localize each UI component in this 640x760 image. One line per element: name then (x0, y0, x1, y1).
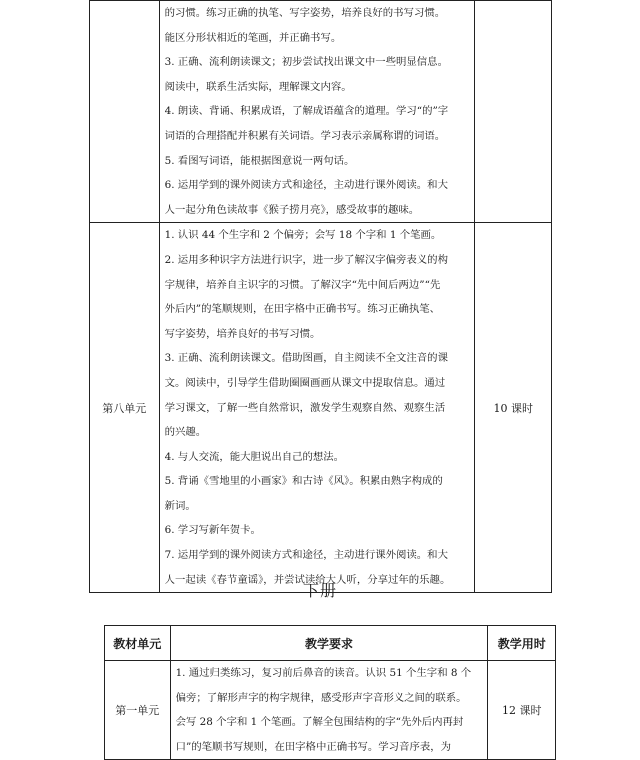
hours-cell (475, 1, 552, 223)
requirement-line: 能区分形状相近的笔画，并正确书写。 (164, 31, 342, 44)
requirement-line: 词语的合理搭配并积累有关词语。学习表示亲属称谓的词语。 (164, 129, 446, 142)
requirement-line: 2. 运用多种识字方法进行识字，进一步了解汉字偏旁表义的构 (164, 253, 448, 266)
requirement-line: 外后内”的笔顺规则，在田字格中正确书写。练习正确执笔、 (164, 303, 441, 316)
requirement-line: 学习课文，了解一些自然常识，激发学生观察自然、观察生活 (164, 401, 446, 414)
requirement-line: 3. 正确、流利朗读课文。借助图画，自主阅读不全文注音的课 (164, 352, 448, 365)
requirements-cell (159, 223, 475, 593)
requirement-line: 7. 运用学到的课外阅读方式和途径，主动进行课外阅读。和大 (164, 549, 448, 562)
unit-cell: 第八单元 (90, 223, 160, 593)
requirement-line: 6. 学习写新年贺卡。 (164, 524, 261, 537)
requirement-line: 1. 通过归类练习，复习前后鼻音的读音。认识 51 个生字和 8 个 (175, 667, 472, 679)
requirement-line: 的兴趣。 (164, 426, 207, 439)
requirement-line: 4. 与人交流，能大胆说出自己的想法。 (164, 450, 345, 463)
lower-requirements-table (104, 625, 556, 760)
requirement-line: 口”的笔顺书写规则，在田字格中正确书写。学习音序表，为 (175, 740, 452, 753)
column-header-hours: 教学用时 (488, 626, 556, 661)
unit-cell: 第一单元 (105, 661, 171, 760)
requirement-line: 文。阅读中，引导学生借助圈圈画画从课文中提取信息。通过 (164, 376, 446, 389)
table-row (105, 661, 556, 760)
section-title: 下册 (302, 581, 337, 600)
requirement-line: 1. 认识 44 个生字和 2 个偏旁；会写 18 个字和 1 个笔画。 (164, 229, 442, 242)
requirement-line: 阅读中，联系生活实际，理解课文内容。 (164, 80, 352, 93)
requirement-line: 偏旁；了解形声字的构字规律，感受形声字音形义之间的联系。 (175, 691, 467, 704)
requirement-line: 的习惯。练习正确的执笔、写字姿势，培养良好的书写习惯。 (164, 7, 446, 19)
requirement-line: 会写 28 个字和 1 个笔画。了解全包围结构的字“先外后内再封 (175, 716, 464, 729)
requirement-line: 4. 朗读、背诵、积累成语，了解成语蕴含的道理。学习“的”字 (164, 105, 449, 118)
requirement-line: 5. 看图写词语，能根据图意说一两句话。 (164, 154, 355, 167)
hours-cell: 12 课时 (488, 661, 556, 760)
table-header-row (105, 626, 556, 661)
requirement-line: 人一起分角色读故事《猴子捞月亮》，感受故事的趣味。 (164, 203, 420, 216)
requirement-line: 6. 运用学到的课外阅读方式和途径，主动进行课外阅读。和大 (164, 179, 448, 192)
column-header-requirements: 教学要求 (170, 626, 488, 661)
requirements-cell (159, 1, 475, 223)
requirements-cell (170, 661, 488, 760)
unit-cell (90, 1, 160, 223)
requirement-line: 字规律，培养自主识字的习惯。了解汉字“先中间后两边”“先 (164, 278, 441, 291)
requirement-line: 新词。 (164, 499, 196, 512)
column-header-unit: 教材单元 (105, 626, 171, 661)
requirement-line: 人一起读《春节童谣》，并尝试读给大人听，分享过年的乐趣。 (164, 573, 451, 586)
hours-cell: 10 课时 (475, 223, 552, 593)
requirement-line: 写字姿势，培养良好的书写习惯。 (164, 327, 321, 340)
upper-requirements-table (89, 0, 552, 593)
table-row (90, 1, 552, 223)
requirement-line: 3. 正确、流利朗读课文；初步尝试找出课文中一些明显信息。 (164, 56, 448, 69)
table-row (90, 223, 552, 593)
requirement-line: 5. 背诵《雪地里的小画家》和古诗《风》。积累由熟字构成的 (164, 475, 443, 488)
